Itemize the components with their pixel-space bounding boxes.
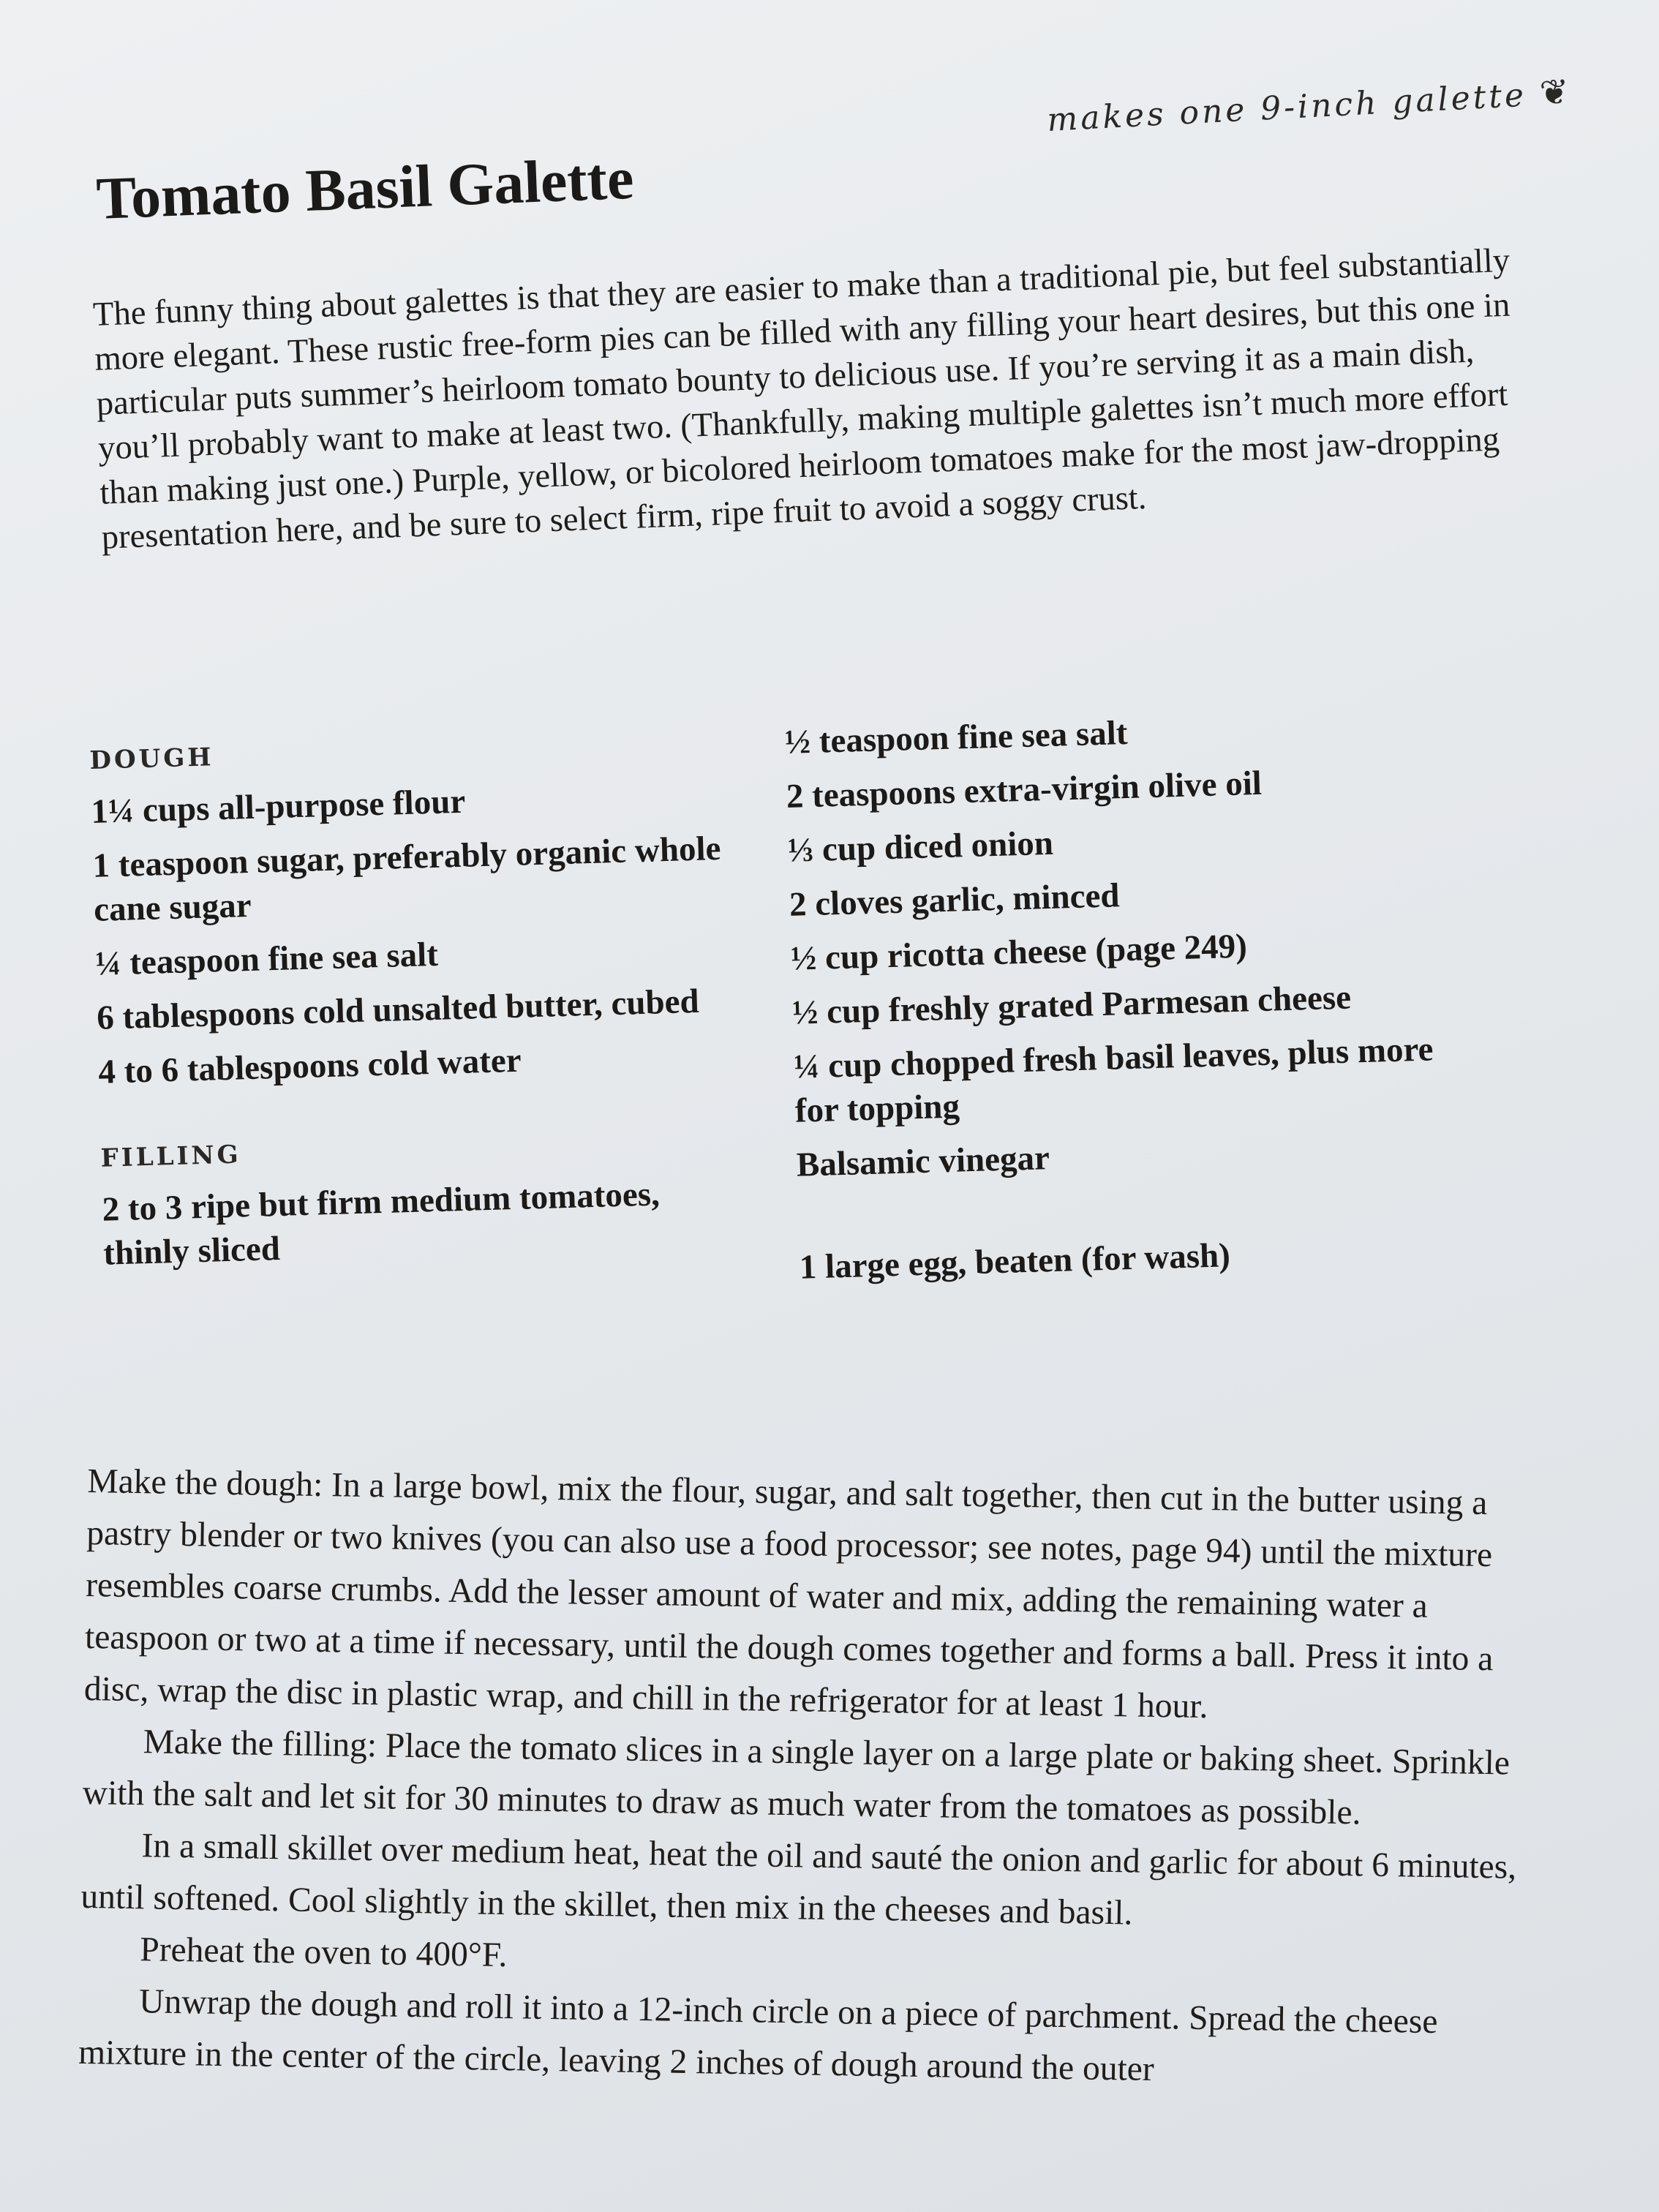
method-step: In a small skillet over medium heat, heat the oil and sauté the onion and garlic for about 6 minutes, until softened. Cool slightly in the skillet, then mix in the cheeses and basil. <box>80 1827 1517 1933</box>
filling-label: FILLING <box>100 1140 242 1173</box>
method-step: Unwrap the dough and roll it into a 12-inch circle on a piece of parchment. Spread the cheese mixture in the center of the circle, leaving 2 inches of dough around the outer <box>78 1982 1438 2088</box>
recipe-title: Tomato Basil Galette <box>95 144 635 232</box>
leaf-icon: ❦ <box>1538 71 1573 114</box>
ingredient-item: ⅓ cup diced onion <box>787 824 1054 870</box>
ingredients-right-column <box>784 702 1444 1299</box>
yield-note <box>1046 71 1573 140</box>
ingredient-item: ¼ teaspoon fine sea salt <box>94 935 439 983</box>
recipe-intro: The funny thing about galettes is that they are easier to make than a traditional pie, but feel substantially more elegant. These rustic free-form pies can be filled with any filling your heart desires, but this one in particular puts summer’s heirloom tomato bounty to delicious use. If you’re serving it as a main dish, you’ll probably want to make at least two. (Thankfully, making multiple galettes isn’t much more effort than making just one.) Purple, yellow, or bicolored heirloom tomatoes make for the most jaw-dropping presentation here, and be sure to select firm, ripe fruit to avoid a soggy crust. <box>92 241 1511 557</box>
ingredient-item: 1 teaspoon sugar, preferably organic whole cane sugar <box>91 829 722 929</box>
ingredient-item: 2 teaspoons extra-virgin olive oil <box>786 764 1263 816</box>
ingredient-item: 1¼ cups all-purpose flour <box>90 782 466 831</box>
ingredient-item: 6 tablespoons cold unsalted butter, cubed <box>96 982 700 1037</box>
method-steps <box>78 1456 1551 2102</box>
method-step: Make the dough: In a large bowl, mix the flour, sugar, and salt together, then cut in the butter using a pastry blender or two knives (you can also use a food processor; see notes, page 94) until the mixture resembles coarse crumbs. Add the lesser amount of water and mix, adding the remaining water a teaspoon or two at a time if necessary, until the dough comes together and forms a ball. Press it into a disc, wrap the disc in plastic wrap, and chill in the refrigerator for at least 1 hour. <box>83 1462 1494 1726</box>
ingredient-item: ¼ cup chopped fresh basil leaves, plus more for topping <box>793 1030 1434 1130</box>
method-step: Make the filling: Place the tomato slices in a single layer on a large plate or baking sheet. Sprinkle with the salt and let sit for 30 minutes to draw as much water from the tomatoes as possible. <box>82 1723 1511 1832</box>
dough-label: DOUGH <box>89 742 214 775</box>
ingredient-item: 4 to 6 tablespoons cold water <box>97 1041 522 1091</box>
ingredient-item: ½ cup ricotta cheese (page 249) <box>790 927 1248 978</box>
yield-note-text: makes one 9-inch galette <box>1046 76 1528 139</box>
egg-wash-item: 1 large egg, beaten (for wash) <box>799 1236 1231 1287</box>
ingredient-item: Balsamic vinegar <box>796 1139 1050 1184</box>
ingredient-item: ½ teaspoon fine sea salt <box>784 713 1129 761</box>
method-step: Preheat the oven to 400°F. <box>139 1930 508 1975</box>
ingredient-item: 2 to 3 ripe but firm medium tomatoes, thinly sliced <box>101 1175 661 1273</box>
ingredient-item: ½ cup freshly grated Parmesan cheese <box>791 978 1352 1032</box>
ingredient-item: 2 cloves garlic, minced <box>789 876 1121 924</box>
ingredients-left-column <box>89 728 748 1285</box>
